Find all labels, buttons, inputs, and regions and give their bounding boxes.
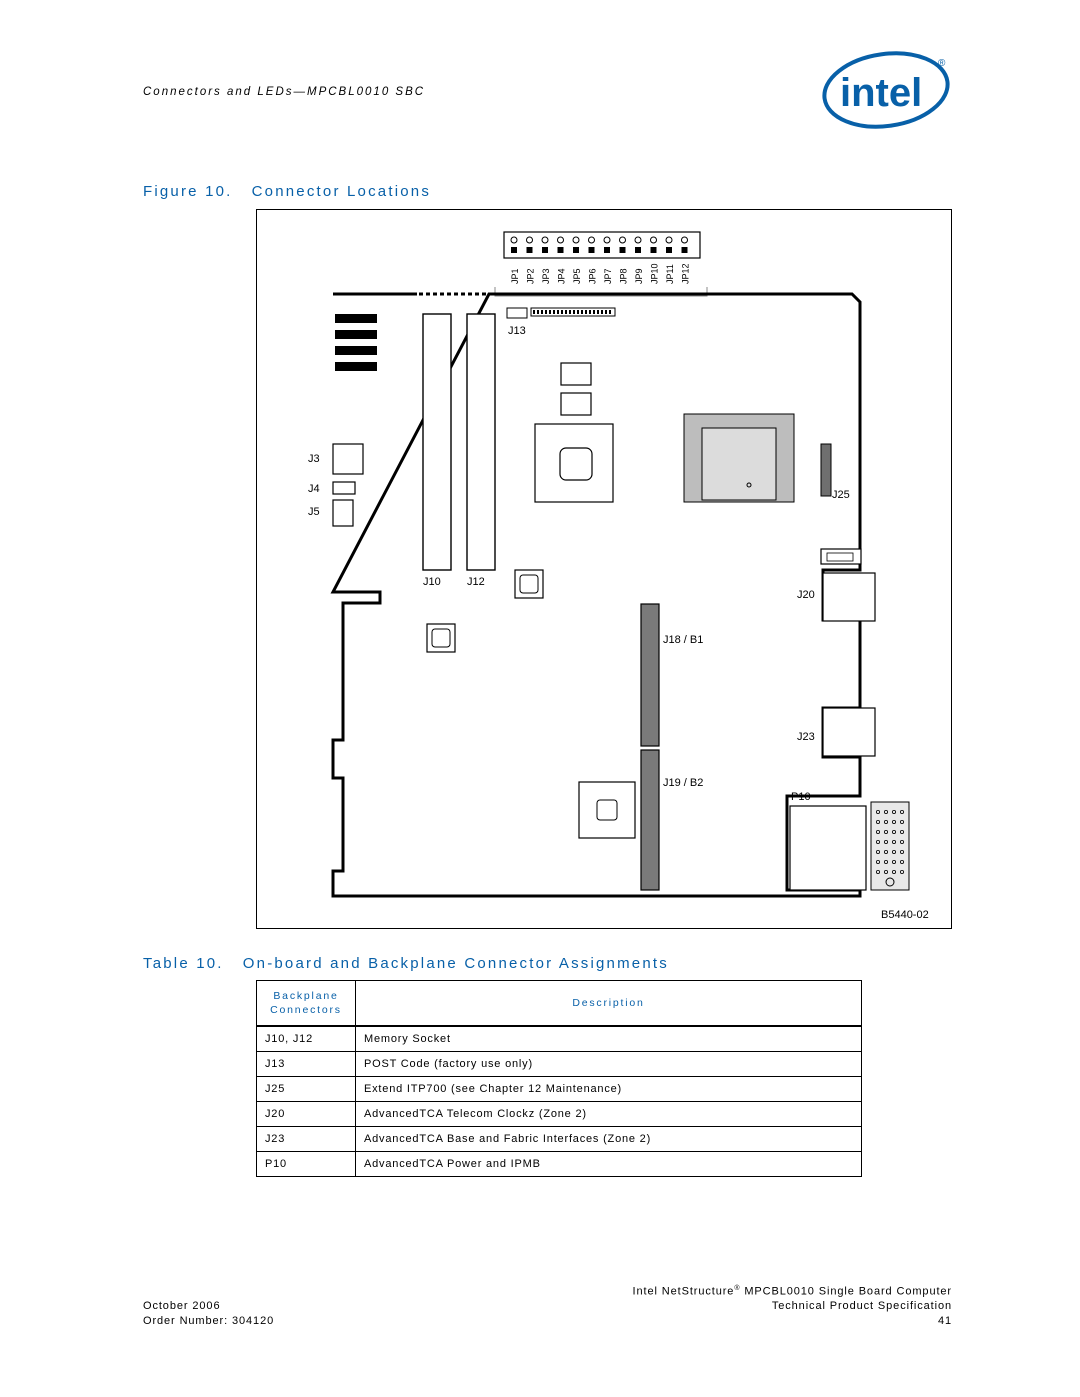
j13-pin <box>581 310 583 314</box>
column-header-connectors: Backplane Connectors <box>257 981 356 1027</box>
jumper-label: JP11 <box>665 264 675 284</box>
jumper-label: JP5 <box>572 268 582 284</box>
jumper-pin-square <box>635 247 641 253</box>
intel-logo <box>822 48 952 138</box>
connector-cell: J13 <box>257 1052 356 1077</box>
table-title: Table 10. On-board and Backplane Connector Assignments <box>143 955 669 972</box>
jumper-label: JP6 <box>587 268 598 284</box>
label-j3: J3 <box>308 453 320 465</box>
table-row <box>257 1026 862 1052</box>
jumper-label: JP9 <box>634 268 644 284</box>
jumper-pin-square <box>511 247 517 253</box>
running-header: Connectors and LEDs—MPCBL0010 SBC <box>143 86 426 98</box>
j13-pin <box>605 310 607 314</box>
j13-pin <box>577 310 579 314</box>
label-j10: J10 <box>423 576 441 588</box>
description-cell: Extend ITP700 (see Chapter 12 Maintenance) <box>356 1077 862 1102</box>
connector-cell: J23 <box>257 1127 356 1152</box>
j13-pin <box>573 310 575 314</box>
logo-wordmark: intel <box>840 71 923 115</box>
jumper-pin-square <box>589 247 595 253</box>
j13-pin <box>545 310 547 314</box>
label-j5: J5 <box>308 506 320 518</box>
description-cell: AdvancedTCA Power and IPMB <box>356 1152 862 1177</box>
footer-order-number: Order Number: 304120 <box>143 1315 275 1327</box>
footer-registered-mark: ® <box>734 1285 741 1292</box>
footer-product <box>633 1285 952 1298</box>
j13-pin <box>609 310 611 314</box>
board-diagram <box>257 210 953 930</box>
description-cell: AdvancedTCA Base and Fabric Interfaces (Zone 2) <box>356 1127 862 1152</box>
label-j18: J18 / B1 <box>663 634 704 646</box>
connector-cell: J10, J12 <box>257 1026 356 1052</box>
description-cell: AdvancedTCA Telecom Clockz (Zone 2) <box>356 1102 862 1127</box>
label-j19: J19 / B2 <box>663 777 704 789</box>
connector-cell: J20 <box>257 1102 356 1127</box>
jumper-pin-square <box>604 247 610 253</box>
jumper-label: JP1 <box>510 268 520 284</box>
page-number: 41 <box>937 1315 952 1327</box>
table-row <box>257 1102 862 1127</box>
table-row <box>257 1052 862 1077</box>
connector-cell: P10 <box>257 1152 356 1177</box>
table-row <box>257 1127 862 1152</box>
label-j13: J13 <box>508 325 526 337</box>
jumper-label: JP10 <box>649 263 660 284</box>
logo-registered-mark: ® <box>938 58 946 69</box>
connector-locations-figure <box>256 209 952 929</box>
jumper-pin-square <box>558 247 564 253</box>
footer-product-suffix: MPCBL0010 Single Board Computer <box>740 1285 952 1298</box>
jumper-pin-square <box>573 247 579 253</box>
figure-id: B5440-02 <box>881 909 929 921</box>
j13-pin <box>585 310 587 314</box>
j13-pin <box>589 310 591 314</box>
jumper-pin-square <box>666 247 672 253</box>
j13-pin <box>533 310 535 314</box>
j13-pin <box>597 310 599 314</box>
column-header-description: Description <box>356 981 862 1027</box>
label-p10: P10 <box>791 791 811 803</box>
label-j20: J20 <box>797 589 815 601</box>
jumper-pin-square <box>620 247 626 253</box>
j13-pin <box>561 310 563 314</box>
j13-pin <box>565 310 567 314</box>
jumper-pin-square <box>527 247 533 253</box>
footer-doc-type: Technical Product Specification <box>771 1300 952 1312</box>
j13-pin <box>593 310 595 314</box>
jumper-label: JP2 <box>525 268 536 284</box>
jumper-pin-square <box>542 247 548 253</box>
jumper-label: JP8 <box>618 268 629 284</box>
jumper-pin-square <box>682 247 688 253</box>
label-j12: J12 <box>467 576 485 588</box>
j13-pin <box>557 310 559 314</box>
table-row <box>257 1152 862 1177</box>
footer-product-prefix: Intel NetStructure <box>632 1285 735 1298</box>
footer-date: October 2006 <box>143 1300 221 1312</box>
j13-pin <box>549 310 551 314</box>
description-cell: Memory Socket <box>356 1026 862 1052</box>
j13-pin <box>541 310 543 314</box>
label-j4: J4 <box>308 483 320 495</box>
description-cell: POST Code (factory use only) <box>356 1052 862 1077</box>
jumper-pin-square <box>651 247 657 253</box>
connector-cell: J25 <box>257 1077 356 1102</box>
table-row <box>257 1077 862 1102</box>
connector-assignments-table <box>256 980 862 1177</box>
jumper-label: JP4 <box>556 268 567 284</box>
jumper-label: JP3 <box>541 268 551 284</box>
label-j25: J25 <box>832 489 850 501</box>
j13-pin <box>601 310 603 314</box>
label-j23: J23 <box>797 731 815 743</box>
figure-title: Figure 10. Connector Locations <box>143 183 432 200</box>
j13-pin <box>537 310 539 314</box>
jumper-label: JP7 <box>603 268 613 284</box>
j13-pin <box>569 310 571 314</box>
jumper-label: JP12 <box>680 263 691 284</box>
j13-pin <box>553 310 555 314</box>
jumper-block <box>495 232 707 296</box>
